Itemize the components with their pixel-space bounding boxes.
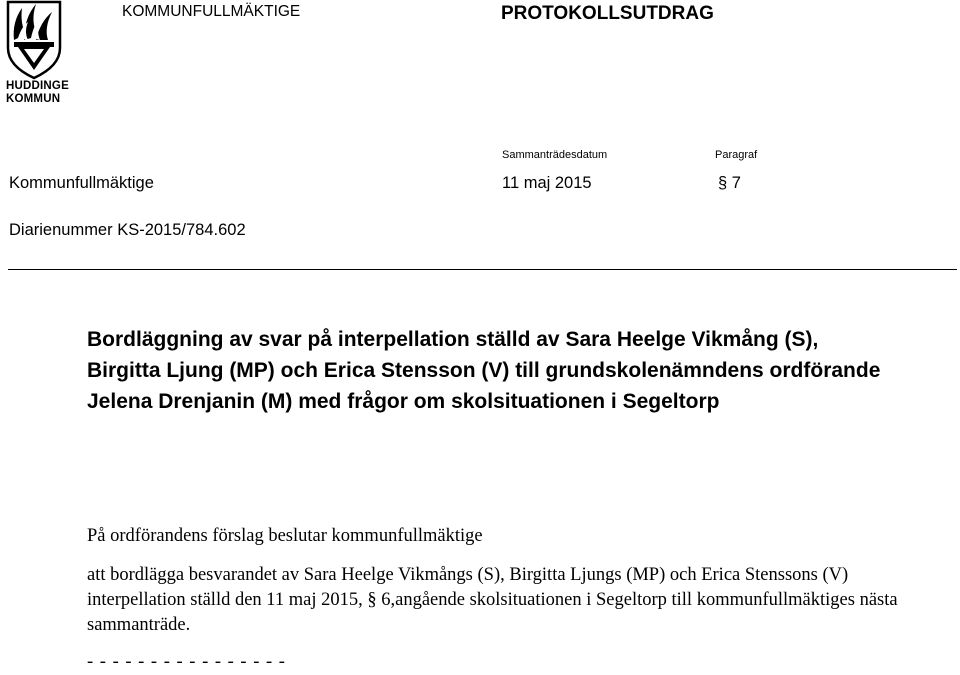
separator-dashes: - - - - - - - - - - - - - - - - <box>87 652 286 672</box>
logo-line-2: KOMMUN <box>6 93 61 105</box>
paragraph-label: Paragraf <box>715 149 758 161</box>
document-type: PROTOKOLLSUTDRAG <box>501 3 714 24</box>
decision-text: att bordlägga besvarandet av Sara Heelge Vikmångs (S), Birgitta Ljungs (MP) och Erica Stenssons (V) interpellation ställd den 11 maj 2015, § 6,angående skolsituationen i Segeltorp till kommunfullmäktiges nästa sammanträde. <box>87 565 898 635</box>
item-heading: Bordläggning av svar på interpellation ställd av Sara Heelge Vikmång (S), Birgitta Ljung (MP) och Erica Stensson (V) till grundskolenämndens ordförande Jelena Drenjanin (M) med frågor om skolsituationen i Segeltorp <box>87 328 881 413</box>
organization-name: KOMMUNFULLMÄKTIGE <box>122 3 301 20</box>
paragraph-number: § 7 <box>718 174 741 192</box>
huddinge-flame-crest-icon <box>4 0 64 80</box>
meeting-body: Kommunfullmäktige <box>9 174 154 192</box>
meeting-date: 11 maj 2015 <box>502 174 592 192</box>
date-label: Sammanträdesdatum <box>502 149 608 161</box>
diarienummer: Diarienummer KS-2015/784.602 <box>9 221 246 239</box>
header-divider <box>8 269 957 270</box>
proposal-intro: På ordförandens förslag beslutar kommunfullmäktige <box>87 526 483 546</box>
municipality-logo <box>4 0 70 112</box>
logo-wordmark <box>6 80 69 106</box>
logo-line-1: HUDDINGE <box>6 80 69 92</box>
